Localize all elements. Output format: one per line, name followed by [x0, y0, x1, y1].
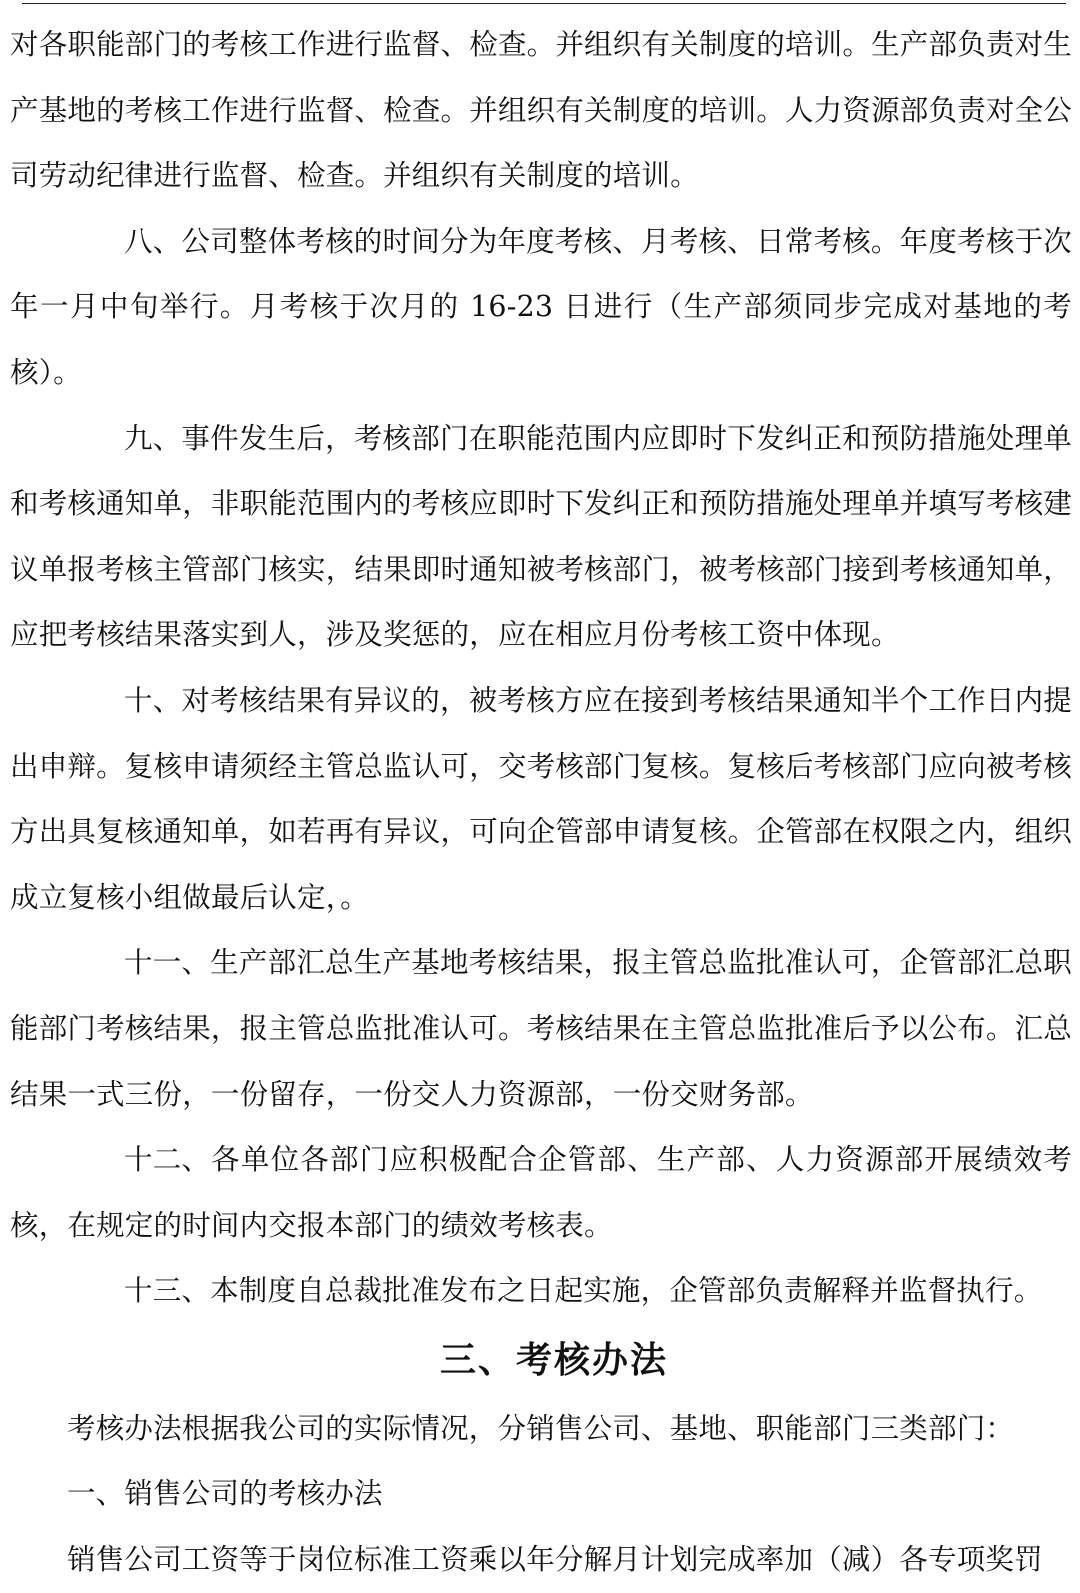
item-number: 十二、	[124, 1143, 211, 1177]
paragraph-item-8	[10, 209, 1072, 406]
item-text: 各单位各部门应积极配合企管部、生产部、人力资源部开展绩效考核，在规定的时间内交报本部门的绩效考核表。	[10, 1143, 1072, 1242]
paragraph-item-13	[10, 1258, 1072, 1324]
paragraph-item-10	[10, 668, 1072, 930]
item-number: 十一、	[124, 946, 211, 980]
item-number: 十、	[124, 683, 182, 717]
paragraph-item-12	[10, 1127, 1072, 1258]
item-text: 本制度自总裁批准发布之日起实施，企管部负责解释并监督执行。	[210, 1274, 1043, 1308]
item-number: 八、	[124, 224, 182, 258]
paragraph-item-11	[10, 930, 1072, 1127]
intro-paragraph: 考核办法根据我公司的实际情况，分销售公司、基地、职能部门三类部门：	[67, 1411, 1015, 1445]
document-page	[10, 12, 1072, 1593]
paragraph-partial: 销售公司工资等于岗位标准工资乘以年分解月计划完成率加（减）各专项奖罚	[67, 1543, 1043, 1577]
paragraph-item-9	[10, 406, 1072, 668]
item-text: 公司整体考核的时间分为年度考核、月考核、日常考核。年度考核于次年一月中旬举行。月考核于次月的 16-23 日进行（生产部须同步完成对基地的考核）。	[10, 224, 1072, 389]
item-number: 九、	[124, 421, 182, 455]
item-text: 对考核结果有异议的，被考核方应在接到考核结果通知半个工作日内提出申辩。复核申请须经主管总监认可，交考核部门复核。复核后考核部门应向被考核方出具复核通知单，如若再有异议，可向企管部申请复核。企管部在权限之内，组织成立复核小组做最后认定，。	[10, 683, 1072, 914]
section-title: 三、考核办法	[439, 1338, 668, 1381]
page-top-rule	[22, 3, 1066, 4]
item-text: 事件发生后，考核部门在职能范围内应即时下发纠正和预防措施处理单和考核通知单，非职能范围内的考核应即时下发纠正和预防措施处理单并填写考核建议单报考核主管部门核实，结果即时通知被考核部门，被考核部门接到考核通知单，应把考核结果落实到人，涉及奖惩的，应在相应月份考核工资中体现。	[10, 421, 1072, 652]
paragraph-continuation: 对各职能部门的考核工作进行监督、检查。并组织有关制度的培训。生产部负责对生产基地的考核工作进行监督、检查。并组织有关制度的培训。人力资源部负责对全公司劳动纪律进行监督、检查。并组织有关制度的培训。	[10, 28, 1072, 193]
subheading: 一、销售公司的考核办法	[67, 1477, 383, 1511]
item-text: 生产部汇总生产基地考核结果，报主管总监批准认可，企管部汇总职能部门考核结果，报主管总监批准认可。考核结果在主管总监批准后予以公布。汇总结果一式三份，一份留存，一份交人力资源部，一份交财务部。	[10, 946, 1072, 1111]
item-number: 十三、	[124, 1274, 211, 1308]
